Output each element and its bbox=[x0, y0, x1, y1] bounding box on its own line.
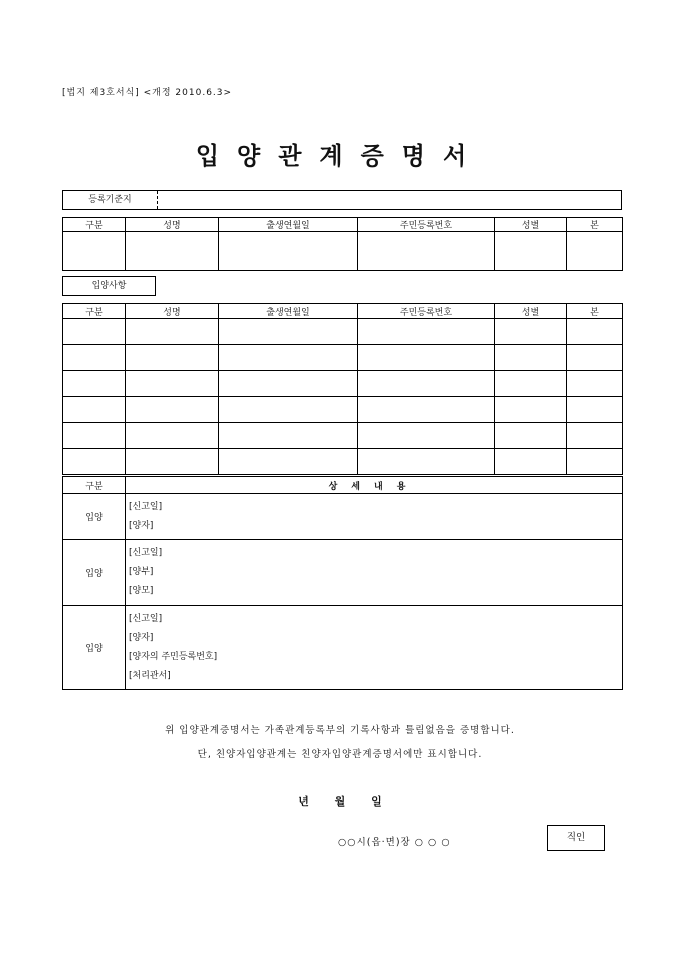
person-table bbox=[62, 217, 623, 271]
statement-line-1: 위 입양관계증명서는 가족관계등록부의 기록사항과 틀림없음을 증명합니다. bbox=[165, 725, 515, 736]
register-base-label: 등록기준지 bbox=[63, 191, 158, 209]
adoption-header-gubun: 구분 bbox=[63, 304, 126, 319]
detail-header-content: 상세내용 bbox=[126, 477, 623, 494]
table-row bbox=[63, 319, 623, 345]
adoption-header-sex: 성별 bbox=[495, 304, 567, 319]
detail-line: [신고일] bbox=[129, 501, 163, 512]
detail-line: [신고일] bbox=[129, 613, 163, 624]
detail-table bbox=[62, 476, 623, 690]
adoption-header-rrn: 주민등록번호 bbox=[358, 304, 495, 319]
table-row bbox=[63, 345, 623, 371]
table-row bbox=[63, 371, 623, 397]
adoption-header-name: 성명 bbox=[126, 304, 219, 319]
page-title: 입양관계증명서 bbox=[195, 141, 485, 170]
detail-line: [양자] bbox=[129, 632, 154, 643]
detail-line: [양부] bbox=[129, 567, 154, 577]
detail-line: [양모] bbox=[129, 586, 154, 596]
person-header-rrn: 주민등록번호 bbox=[358, 218, 495, 232]
person-header-gubun: 구분 bbox=[63, 218, 126, 232]
person-header-birth: 출생연월일 bbox=[219, 218, 358, 232]
detail-group-label: 입양 bbox=[63, 540, 126, 606]
detail-line: [양자] bbox=[129, 520, 154, 531]
form-header: [법지 제3호서식] <개정 2010.6.3> bbox=[62, 88, 233, 98]
statement-line-2: 단, 친양자입양관계는 친양자입양관계증명서에만 표시합니다. bbox=[197, 749, 483, 760]
issue-date: 년 월 일 bbox=[298, 795, 382, 808]
detail-line: [처리관서] bbox=[129, 670, 171, 681]
person-header-bon: 본 bbox=[567, 218, 623, 232]
official-seal: 직인 bbox=[547, 825, 605, 851]
person-header-sex: 성별 bbox=[495, 218, 567, 232]
table-row bbox=[63, 232, 623, 271]
detail-group bbox=[63, 606, 623, 690]
detail-line: [양자의 주민등록번호] bbox=[129, 651, 218, 662]
detail-group bbox=[63, 540, 623, 606]
register-base-box bbox=[62, 190, 622, 210]
issuer: ○○시(읍·면)장 ○ ○ ○ bbox=[338, 837, 451, 848]
adoption-table bbox=[62, 303, 623, 475]
detail-line: [신고일] bbox=[129, 548, 163, 558]
table-row bbox=[63, 449, 623, 475]
detail-group-label: 입양 bbox=[63, 606, 126, 690]
table-row bbox=[63, 397, 623, 423]
detail-group bbox=[63, 494, 623, 540]
detail-group-label: 입양 bbox=[63, 494, 126, 540]
person-header-name: 성명 bbox=[126, 218, 219, 232]
adoption-section-label: 입양사항 bbox=[62, 276, 156, 296]
adoption-header-birth: 출생연월일 bbox=[219, 304, 358, 319]
detail-header-gubun: 구분 bbox=[63, 477, 126, 494]
table-row bbox=[63, 423, 623, 449]
adoption-header-bon: 본 bbox=[567, 304, 623, 319]
